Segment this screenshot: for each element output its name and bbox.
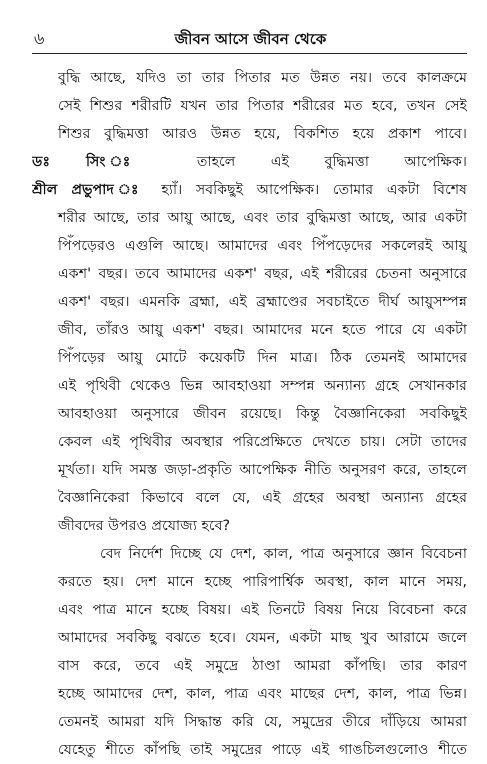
text-line: [32, 512, 467, 540]
header-rule: [32, 53, 467, 54]
line-text: বুদ্ধি আছে, যদিও তা তার পিতার মত উন্নত নয়। তবে কালক্রমে: [58, 70, 467, 86]
text-line: [32, 568, 467, 596]
line-text: বৈজ্ঞানিকেরা কিভাবে বলে যে, এই গ্রহের অবস্থা অন্যান্য গ্রহের: [58, 490, 467, 506]
text-line: [32, 232, 467, 260]
line-text: তাহলে এই বুদ্ধিমত্তা আপেক্ষিক।: [161, 154, 467, 170]
line-text: জীবদের উপরও প্রযোজ্য হবে?: [58, 518, 231, 534]
page-number: ৬: [34, 29, 45, 48]
text-line: [32, 596, 467, 624]
text-line: [32, 176, 467, 204]
line-text: জীব, তাঁরও আয়ু একশ' বছর। আমাদের মনে হতে পারে যে একটা: [58, 322, 467, 338]
text-line: [32, 204, 467, 232]
text-line: [32, 652, 467, 680]
text-line: [32, 484, 467, 512]
text-line: [32, 624, 467, 652]
text-line: [32, 64, 467, 92]
speaker-label: শ্রীল প্রভুপাদ ঃ: [32, 182, 148, 198]
line-text: সেই শিশুর শরীরটি যখন তার পিতার শরীরের মত হবে, তখন সেই: [58, 98, 467, 114]
line-text: যেহেতু শীতে কাঁপছি তাই সমুদ্রের পাড়ে এই গাঙচিলগুলোও শীতে: [58, 742, 467, 758]
text-line: [32, 344, 467, 372]
line-text: হ্যাঁ। সবকিছুই আপেক্ষিক। তোমার একটা বিশেষ: [147, 182, 467, 198]
line-text: হচ্ছে আমাদের দেশ, কাল, পাত্র এবং মাছের দেশ, কাল, পাত্র ভিন্ন।: [58, 686, 467, 702]
line-text: শিশুর বুদ্ধিমত্তা আরও উন্নত হয়ে, বিকশিত হয়ে প্রকাশ পাবে।: [58, 126, 467, 142]
line-text: পিঁপড়ের আয়ু মোটে কয়েকটি দিন মাত্র। ঠিক তেমনই আমাদের: [58, 350, 467, 366]
text-line: [32, 260, 467, 288]
text-line: [32, 540, 467, 568]
line-text: পিঁপড়েরও এগুলি আছে। আমাদের এবং পিঁপড়েদের সকলেরই আয়ু: [58, 238, 467, 254]
line-text: তেমনই আমরা যদি সিদ্ধান্ত করি যে, সমুদ্রের তীরে দাঁড়িয়ে আমরা: [58, 714, 467, 730]
line-text: এবং পাত্র মানে হচ্ছে বিষয়। এই তিনটে বিষয় নিয়ে বিবেচনা করে: [58, 602, 467, 618]
page-header: [34, 26, 467, 48]
line-text: আমাদের সবকিছু বঝতে হবে। যেমন, একটা মাছ খুব আরামে জলে: [58, 630, 467, 646]
text-line: [32, 400, 467, 428]
text-line: [32, 372, 467, 400]
text-line: [32, 428, 467, 456]
speaker-label: ডঃ সিং ঃ: [32, 154, 162, 170]
line-text: একশ' বছর। এমনকি ব্রহ্মা, এই ব্রহ্মাণ্ডের সবচাইতে দীর্ঘ আয়ুসম্পন্ন: [58, 294, 467, 310]
running-title: জীবন আসে জীবন থেকে: [174, 30, 327, 48]
text-line: [32, 456, 467, 484]
line-text: বেদ নির্দেশ দিচ্ছে যে দেশ, কাল, পাত্র অনুসারে জ্ঞান বিবেচনা: [100, 546, 467, 562]
line-text: একশ' বছর। তবে আমাদের একশ' বছর, এই শরীরের চেতনা অনুসারে: [58, 266, 467, 282]
line-text: আবহাওয়া অনুসারে জীবন রয়েছে। কিন্তু বৈজ্ঞানিকেরা সবকিছুই: [58, 406, 467, 422]
text-line: [32, 316, 467, 344]
line-text: কেবল এই পৃথিবীর অবস্থার পরিপ্রেক্ষিতে দেখতে চায়। সেটা তাদের: [58, 434, 467, 450]
page-body: [32, 64, 467, 764]
text-line: [32, 288, 467, 316]
text-line: [32, 92, 467, 120]
line-text: বাস করে, তবে এই সমুদ্রে ঠাণ্ডা আমরা কাঁপছি। তার কারণ: [58, 658, 467, 674]
text-line: [32, 708, 467, 736]
line-text: এই পৃথিবী থেকেও ভিন্ন আবহাওয়া সম্পন্ন অন্যান্য গ্রহে সেখানকার: [58, 378, 467, 394]
text-line: [32, 680, 467, 708]
line-text: শরীর আছে, তার আয়ু আছে, এবং তার বুদ্ধিমত্তা আছে, আর একটা: [58, 210, 467, 226]
text-line: [32, 148, 467, 176]
line-text: মূর্খতা। যদি সমস্ত জড়া-প্রকৃতি আপেক্ষিক নীতি অনুসরণ করে, তাহলে: [58, 462, 467, 478]
text-line: [32, 120, 467, 148]
text-line: [32, 736, 467, 764]
line-text: করতে হয়। দেশ মানে হচ্ছে পারিপার্শ্বিক অবস্থা, কাল মানে সময়,: [58, 574, 467, 590]
